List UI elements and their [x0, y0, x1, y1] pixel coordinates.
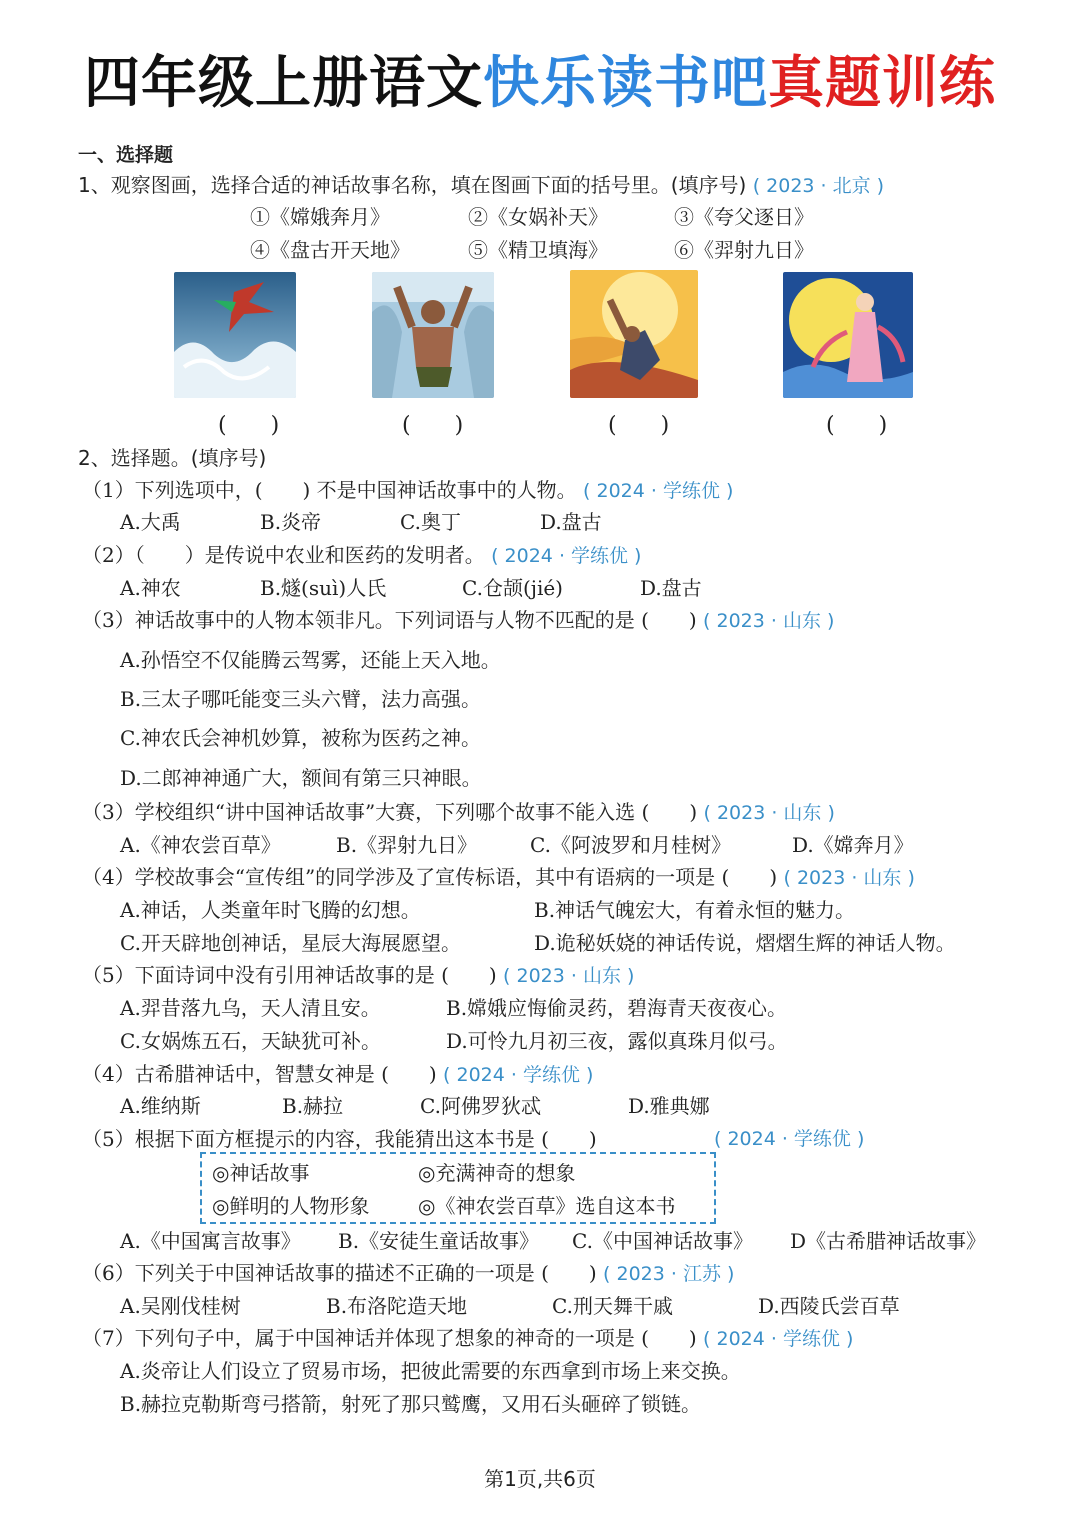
q2-item-8-source: ( 2024 · 学练优 ): [714, 1128, 865, 1150]
q2-item-5-options-row-2: [120, 928, 956, 958]
option-d: D.盘古: [640, 576, 702, 600]
option-b: B.神话气魄宏大，有着永恒的魅力。: [534, 898, 856, 922]
option-c: C.《中国神话故事》: [572, 1229, 753, 1253]
hint-3: ◎鲜明的人物形象: [212, 1194, 370, 1218]
q2-item-7: [82, 1059, 593, 1090]
q2-item-8-stem: （5）根据下面方框提示的内容，我能猜出这本书是 ( ): [82, 1127, 597, 1151]
q2-item-5-stem: （4）学校故事会“宣传组”的同学涉及了宣传标语，其中有语病的一项是 ( ): [82, 865, 778, 889]
option-b: B.布洛陀造天地: [326, 1294, 468, 1318]
q1-option-5: ⑤《精卫填海》: [468, 238, 608, 262]
option-b: B.赫拉: [282, 1094, 344, 1118]
q2-item-9: [82, 1258, 734, 1289]
option-a: A.神农: [120, 576, 181, 600]
q2-item-10-stem: （7）下列句子中，属于中国神话并体现了想象的神奇的一项是 ( ): [82, 1326, 697, 1350]
q1-source: ( 2023 · 北京 ): [752, 175, 885, 197]
hint-box-row-1: [212, 1158, 576, 1188]
q2-item-2: [82, 540, 641, 571]
q2-item-3: [82, 605, 834, 636]
title-part-2: 快乐读书吧: [483, 51, 768, 116]
page-number: 第1页,共6页: [484, 1467, 596, 1491]
option-a: A.吴刚伐桂树: [120, 1294, 241, 1318]
q1-text: 1、观察图画，选择合适的神话故事名称，填在图画下面的括号里。(填序号): [78, 173, 747, 197]
option-c: C.奥丁: [400, 510, 461, 534]
q2-item-4: [82, 797, 835, 828]
q1-blank-3[interactable]: ( ): [608, 413, 670, 438]
q2-item-5-source: ( 2023 · 山东 ): [783, 867, 915, 889]
q2-item-4-source: ( 2023 · 山东 ): [703, 802, 835, 824]
option-a: A.羿昔落九乌，天人清且安。: [120, 996, 381, 1020]
q1-option-6: ⑥《羿射九日》: [674, 238, 814, 262]
q2-item-3-source: ( 2023 · 山东 ): [703, 610, 835, 632]
picture-man-chasing-sun: [570, 270, 698, 398]
q2-item-2-source: ( 2024 · 学练优 ): [491, 545, 642, 567]
q2-item-10-line-a: A.炎帝让人们设立了贸易市场，把彼此需要的东西拿到市场上来交换。: [120, 1359, 741, 1383]
q1-option-3: ③《夸父逐日》: [674, 205, 814, 229]
option-a: A.神话，人类童年时飞腾的幻想。: [120, 898, 421, 922]
option-d: D.诡秘妖娆的神话传说，熠熠生辉的神话人物。: [534, 931, 956, 955]
q2-item-10: [82, 1323, 853, 1354]
q2-item-9-stem: （6）下列关于中国神话故事的描述不正确的一项是 ( ): [82, 1261, 597, 1285]
q2-item-6: [82, 960, 634, 991]
q2-item-10-line-b: B.赫拉克勒斯弯弓搭箭，射死了那只鹫鹰，又用石头砸碎了锁链。: [120, 1392, 702, 1416]
q2-item-6-options-row-2: [120, 1026, 788, 1056]
q2-item-3-stem: （3）神话故事中的人物本领非凡。下列词语与人物不匹配的是 ( ): [82, 608, 697, 632]
q2-item-1-source: ( 2024 · 学练优 ): [583, 480, 734, 502]
q2-item-9-source: ( 2023 · 江苏 ): [603, 1263, 735, 1285]
option-a: A.大禹: [120, 510, 181, 534]
option-d: D.可怜九月初三夜，露似真珠月似弓。: [446, 1029, 788, 1053]
option-b: B.炎帝: [260, 510, 322, 534]
q2-item-4-stem: （3）学校组织“讲中国神话故事”大赛，下列哪个故事不能入选 ( ): [82, 800, 698, 824]
q2-item-1-stem: （1）下列选项中，( ) 不是中国神话故事中的人物。: [82, 478, 577, 502]
q2-item-5-options-row-1: [120, 895, 856, 925]
hint-1: ◎神话故事: [212, 1161, 310, 1185]
q1-blank-1[interactable]: ( ): [218, 413, 280, 438]
option-d: D《古希腊神话故事》: [790, 1229, 987, 1253]
q2-item-3-line-b: B.三太子哪吒能变三头六臂，法力高强。: [120, 687, 482, 711]
picture-bird-over-sea: [174, 272, 296, 398]
q1-option-2: ②《女娲补天》: [468, 205, 608, 229]
q1-prompt: [78, 170, 884, 201]
page-title: [0, 48, 1080, 120]
q1-blank-2[interactable]: ( ): [402, 413, 464, 438]
q2-item-7-source: ( 2024 · 学练优 ): [443, 1064, 594, 1086]
q2-item-7-options: [120, 1091, 710, 1121]
section-heading: 一、选择题: [78, 144, 174, 166]
option-b: B.《羿射九日》: [336, 833, 478, 857]
option-d: D.雅典娜: [628, 1094, 710, 1118]
option-c: C.刑天舞干戚: [552, 1294, 673, 1318]
q2-item-5: [82, 862, 915, 893]
option-c: C.开天辟地创神话，星辰大海展愿望。: [120, 931, 461, 955]
option-d: D.盘古: [540, 510, 602, 534]
option-d: D.《嫦奔月》: [792, 833, 914, 857]
q2-item-6-options-row-1: [120, 993, 788, 1023]
q1-blank-4[interactable]: ( ): [826, 413, 888, 438]
hint-4: ◎《神农尝百草》选自这本书: [418, 1194, 676, 1218]
q1-option-4: ④《盘古开天地》: [250, 238, 410, 262]
hint-2: ◎充满神奇的想象: [418, 1161, 576, 1185]
hint-box-row-2: [212, 1191, 676, 1221]
option-b: B.燧(suì)人氏: [260, 576, 387, 600]
q2-item-8: [82, 1124, 865, 1154]
title-part-1: 四年级上册语文: [84, 51, 483, 116]
q2-item-7-stem: （4）古希腊神话中，智慧女神是 ( ): [82, 1062, 437, 1086]
option-a: A.《神农尝百草》: [120, 833, 281, 857]
q2-item-10-source: ( 2024 · 学练优 ): [703, 1328, 854, 1350]
q2-item-8-options: [120, 1226, 987, 1256]
option-a: A.维纳斯: [120, 1094, 201, 1118]
option-c: C.《阿波罗和月桂树》: [530, 833, 731, 857]
picture-giant-holding-sky: [372, 272, 494, 398]
picture-lady-and-moon: [783, 272, 913, 398]
option-c: C.仓颉(jié): [462, 576, 563, 600]
q2-item-1-options: [120, 507, 602, 537]
q2-item-2-stem: （2）（ ）是传说中农业和医药的发明者。: [82, 543, 485, 567]
q2-heading: 2、选择题。(填序号): [78, 446, 267, 470]
q2-item-2-options: [120, 573, 702, 603]
q1-options-row-1: [250, 202, 814, 232]
q1-options-row-2: [250, 235, 814, 265]
option-b: B.《安徒生童话故事》: [338, 1229, 540, 1253]
q2-item-1: [82, 475, 733, 506]
option-c: C.女娲炼五石，天缺犹可补。: [120, 1029, 381, 1053]
q1-option-1: ①《嫦娥奔月》: [250, 205, 390, 229]
q2-item-3-line-c: C.神农氏会神机妙算，被称为医药之神。: [120, 726, 481, 750]
q2-item-6-source: ( 2023 · 山东 ): [503, 965, 635, 987]
option-b: B.嫦娥应悔偷灵药，碧海青天夜夜心。: [446, 996, 788, 1020]
q2-item-9-options: [120, 1291, 900, 1321]
q2-item-4-options: [120, 830, 914, 860]
q2-item-3-line-d: D.二郎神神通广大，额间有第三只神眼。: [120, 766, 482, 790]
q2-item-3-line-a: A.孙悟空不仅能腾云驾雾，还能上天入地。: [120, 648, 501, 672]
option-c: C.阿佛罗狄忒: [420, 1094, 541, 1118]
title-part-3: 真题训练: [768, 51, 996, 116]
q2-item-6-stem: （5）下面诗词中没有引用神话故事的是 ( ): [82, 963, 497, 987]
option-a: A.《中国寓言故事》: [120, 1229, 301, 1253]
option-d: D.西陵氏尝百草: [758, 1294, 900, 1318]
